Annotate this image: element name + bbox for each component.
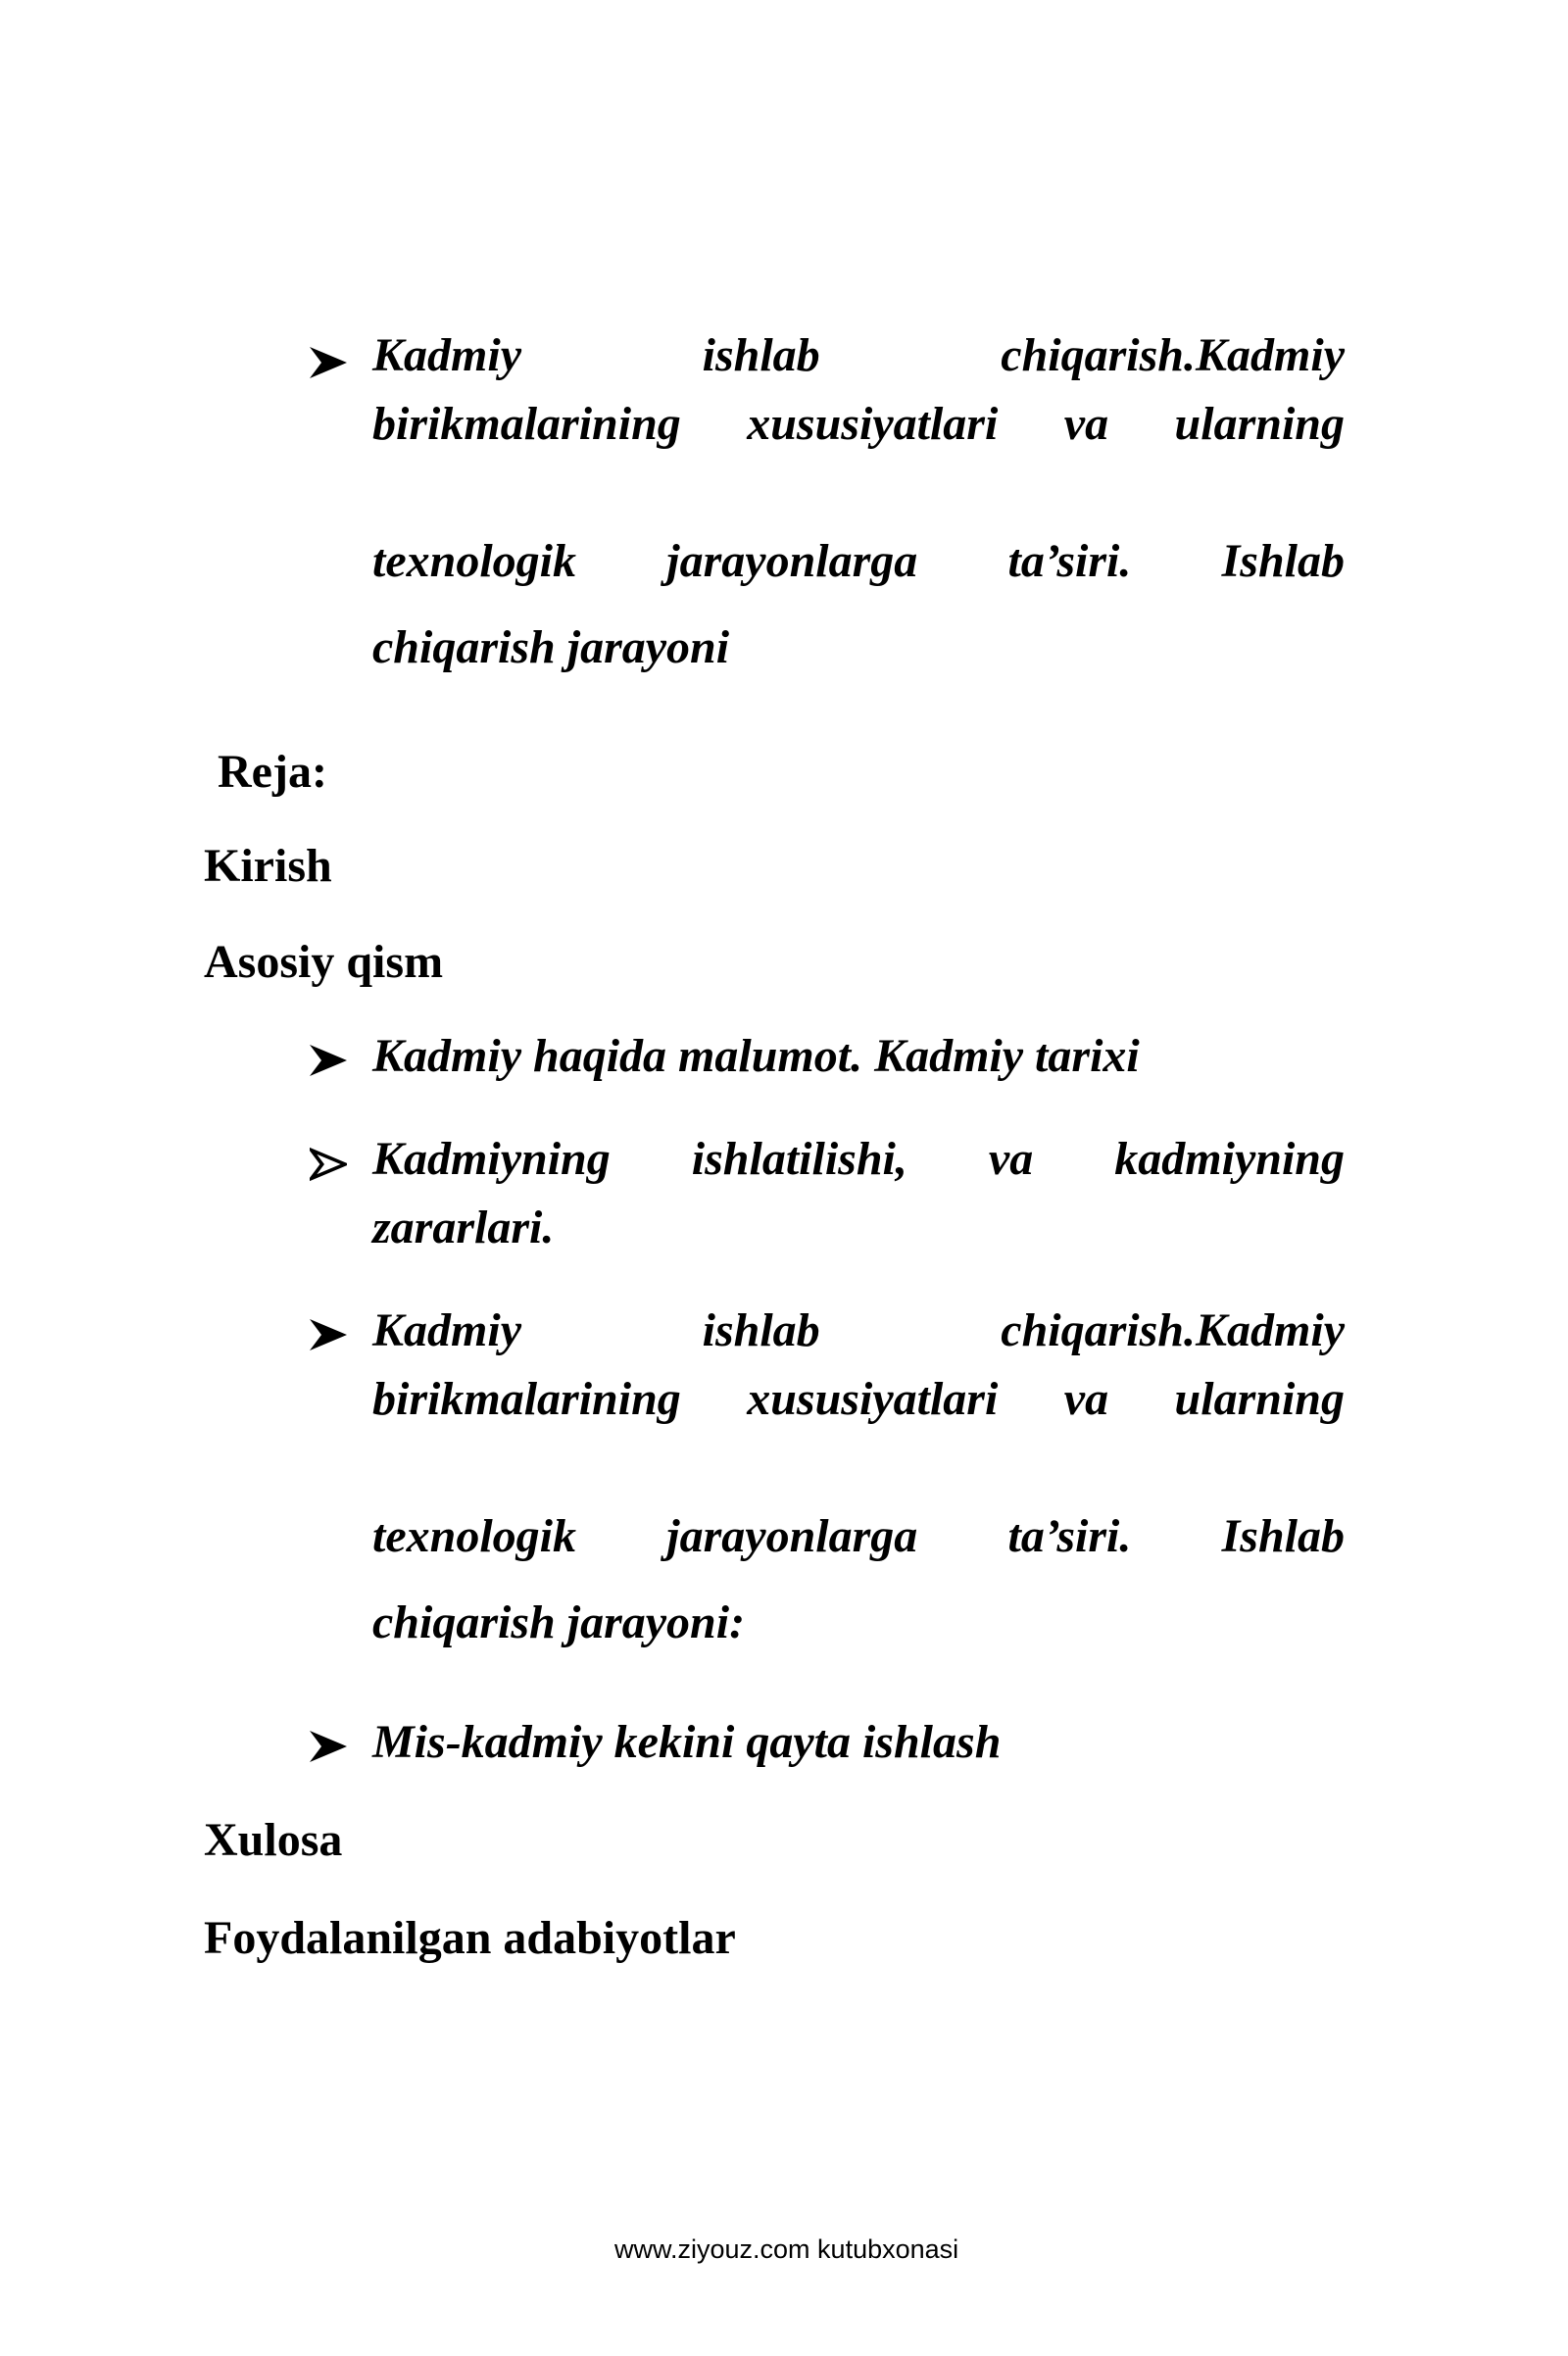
plan-item-3-line-4: chiqarish jarayoni: [372,1596,746,1648]
plan-item-4: Mis-kadmiy kekini qayta ishlash [372,1716,1002,1768]
plan-item-2-line-1: Kadmiyning ishlatilishi, va kadmiyning [372,1133,1345,1185]
conclusion-heading: Xulosa [204,1814,343,1866]
footer-source: www.ziyouz.com kutubxonasi [614,2234,959,2264]
plan-item-1: Kadmiy haqida malumot. Kadmiy tarixi [372,1030,1140,1082]
plan-item-2-line-2: zararlari. [372,1202,555,1253]
title-line-3: texnologik jarayonlarga ta’siri. Ishlab [372,535,1345,587]
intro-heading: Kirish [204,840,332,892]
plan-item-3-line-3: texnologik jarayonlarga ta’siri. Ishlab [372,1510,1345,1562]
plan-item-3-line-2: birikmalarining xususiyatlari va ularning [372,1373,1345,1425]
arrowhead-bullet-icon [308,1727,349,1766]
title-line-4: chiqarish jarayoni [372,621,730,673]
title-line-2: birikmalarining xususiyatlari va ularning [372,398,1345,450]
arrowhead-bullet-icon [308,1041,349,1080]
arrowhead-bullet-icon [308,343,349,382]
main-part-heading: Asosiy qism [204,936,444,988]
references-heading: Foydalanilgan adabiyotlar [204,1912,736,1964]
title-line-1: Kadmiy ishlab chiqarish.Kadmiy [372,329,1345,381]
arrowhead-bullet-icon [310,1147,347,1182]
plan-item-3-line-1: Kadmiy ishlab chiqarish.Kadmiy [372,1304,1345,1356]
plan-heading: Reja: [218,746,327,798]
arrowhead-bullet-icon [308,1315,349,1354]
